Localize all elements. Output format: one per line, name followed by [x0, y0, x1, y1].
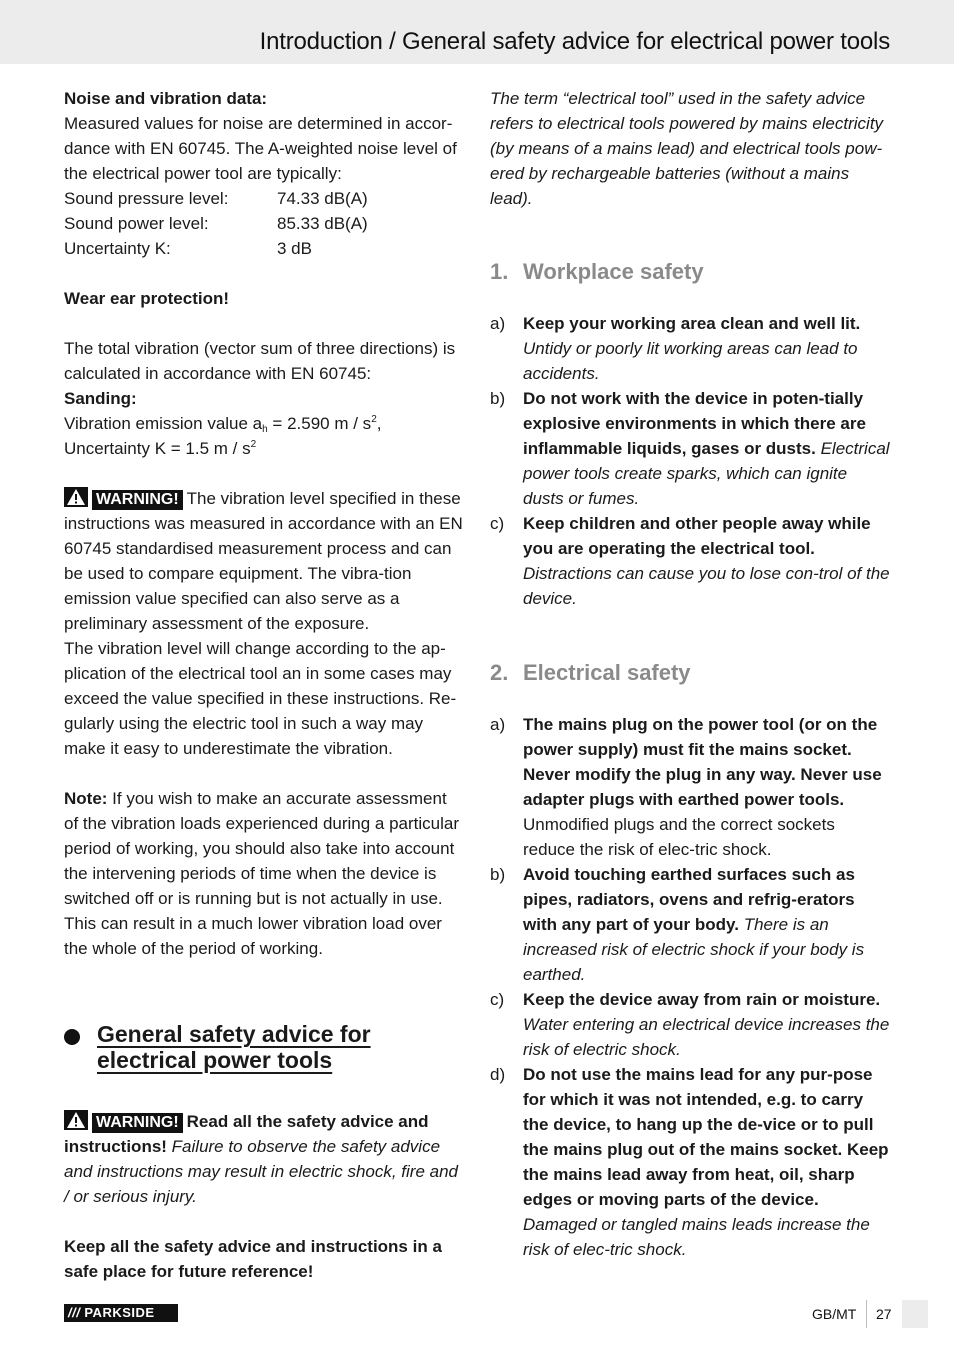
noise-label: Uncertainty K: [64, 239, 171, 258]
section-heading-electrical-safety: 2. Electrical safety [490, 660, 691, 685]
language-code: GB/MT [812, 1306, 857, 1322]
vibration-intro: The total vibration (vector sum of three directions) is calculated in accordance with EN 60745: [64, 339, 456, 383]
page-title: Introduction / General safety advice for electrical power tools [259, 28, 890, 55]
list-item: a) The mains plug on the power tool (or on the power supply) must fit the mains socket. Never modify the plug in any way. Never use adapter plugs with earthed power tools. Unmodified plugs and the correct sockets reduce the risk of elec-tric shock. [490, 715, 882, 859]
footer-tab [902, 1300, 928, 1328]
warning-paragraph-2: The vibration level will change according to the ap-plication of the electrical tool an in some cases may exceed the value specified in these instructions. Re-gularly using the electric tool in such a way may make it easy to underestimate the vibration. [64, 639, 457, 758]
noise-value: 3 dB [277, 239, 312, 258]
noise-row [64, 211, 464, 236]
noise-value: 74.33 dB(A) [277, 189, 368, 208]
sanding-title: Sanding: [64, 389, 137, 408]
vibration-uncertainty: Uncertainty K = 1.5 m / $s^2$ [64, 439, 257, 458]
keep-advice: Keep all the safety advice and instructions in a safe place for future reference! [64, 1237, 442, 1281]
section-heading-workplace-safety: 1. Workplace safety [490, 259, 704, 284]
noise-label: Sound power level: [64, 214, 209, 233]
footer-divider [866, 1300, 867, 1328]
noise-label: Sound pressure level: [64, 189, 229, 208]
list-item: c) Keep the device away from rain or moisture. Water entering an electrical device increases the risk of electric shock. [490, 990, 890, 1059]
warning-paragraph-1: WARNING! The vibration level specified in these instructions was measured in accordance with an EN 60745 standardised measurement process and can be used to compare equipment. The vibra-tion emission value specified can also serve as a preliminary assessment of the exposure. [64, 489, 463, 633]
noise-row [64, 186, 464, 211]
note-label: Note: [64, 789, 108, 808]
list-item: c) Keep children and other people away while you are operating the electrical tool. Distractions can cause you to lose con-trol of the device. [490, 514, 890, 608]
warning-read-advice: WARNING! Read all the safety advice and instructions! Failure to observe the safety advice and instructions may result in electric shock, fire and / or serious injury. [64, 1112, 459, 1206]
noise-intro: Measured values for noise are determined in accor-dance with EN 60745. The A-weighted noise level of the electrical power tool are typically: [64, 114, 457, 183]
parkside-logo: /// PARKSIDE [64, 1304, 178, 1322]
list-item: a) Keep your working area clean and well lit. Untidy or poorly lit working areas can lead to accidents. [490, 314, 861, 383]
warning-badge: WARNING! [92, 1113, 183, 1133]
warning-badge: WARNING! [92, 490, 183, 510]
vibration-emission: Vibration emission value $a_h = 2.590$ m / $s^2$, [64, 414, 382, 435]
ear-protection: Wear ear protection! [64, 289, 230, 308]
note-paragraph: Note: If you wish to make an accurate assessment of the vibration loads experienced during a particular period of working, you should also take into account the intervening periods of time when the device is switched off or is running but is not actually in use. This can result in a much lower vibration load over the whole of the period of working. [64, 789, 460, 958]
list-item: b) Avoid touching earthed surfaces such as pipes, radiators, ovens and refrig-erators with any part of your body. There is an increased risk of electric shock if your body is earthed. [490, 865, 865, 984]
list-item: b) Do not work with the device in poten-tially explosive environments in which there are inflammable liquids, gases or dusts. Electrical power tools create sparks, which can ignite dusts or fumes. [490, 389, 890, 508]
noise-row [64, 236, 464, 261]
bullet-icon [64, 1029, 80, 1045]
right-column [490, 86, 890, 1262]
term-note: The term “electrical tool” used in the safety advice refers to electrical tools powered by mains electricity (by means of a mains lead) and electrical tools pow-ered by rechargeable batteries (without a mains lead). [490, 89, 884, 208]
noise-title: Noise and vibration data: [64, 89, 268, 108]
warning-triangle-icon [64, 1110, 88, 1130]
list-item: d) Do not use the mains lead for any pur-pose for which it was not intended, e.g. to carry the device, to hang up the de-vice or to pull the mains plug out of the mains socket. Keep the mains lead away from heat, oil, sharp edges or moving parts of the device. Damaged or tangled mains leads increase the risk of elec-tric shock. [490, 1065, 889, 1259]
noise-value: 85.33 dB(A) [277, 214, 368, 233]
page-number: 27 [876, 1306, 892, 1322]
warning-triangle-icon [64, 487, 88, 507]
general-safety-heading: General safety advice for electrical power tools [64, 1021, 464, 1073]
left-column [64, 86, 464, 1284]
